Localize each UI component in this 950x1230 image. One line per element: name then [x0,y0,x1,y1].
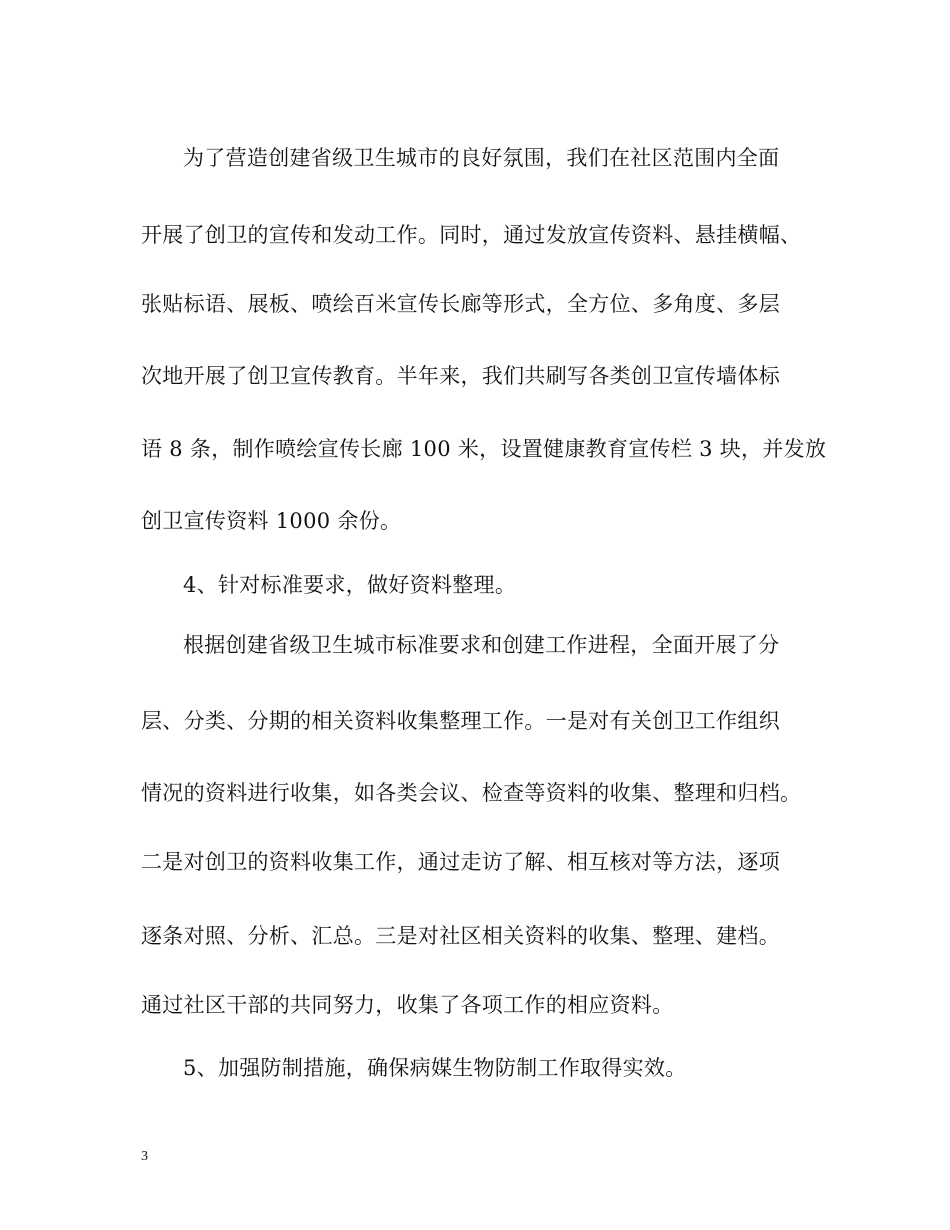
paragraph-line: 通过社区干部的共同努力，收集了各项工作的相应资料。 [141,993,674,1017]
paragraph-line: 开展了创卫的宣传和发动工作。同时，通过发放宣传资料、悬挂横幅、 [141,223,802,247]
paragraph-line: 次地开展了创卫宣传教育。半年来，我们共刷写各类创卫宣传墙体标 [141,364,780,388]
page-number: 3 [141,1149,148,1164]
section-heading: 4、针对标准要求，做好资料整理。 [183,573,517,597]
paragraph-line: 情况的资料进行收集，如各类会议、检查等资料的收集、整理和归档。 [141,781,802,805]
paragraph-line: 根据创建省级卫生城市标准要求和创建工作进程，全面开展了分 [183,633,780,657]
paragraph-line: 为了营造创建省级卫生城市的良好氛围，我们在社区范围内全面 [183,146,780,170]
section-heading: 5、加强防制措施，确保病媒生物防制工作取得实效。 [183,1056,687,1080]
paragraph-line: 创卫宣传资料 1000 余份。 [141,509,402,533]
paragraph-line: 二是对创卫的资料收集工作，通过走访了解、相互核对等方法，逐项 [141,850,780,874]
paragraph-line: 层、分类、分期的相关资料收集整理工作。一是对有关创卫工作组织 [141,709,780,733]
paragraph-line: 语 8 条，制作喷绘宣传长廊 100 米，设置健康教育宣传栏 3 块，并发放 [141,437,827,461]
paragraph-line: 张贴标语、展板、喷绘百米宣传长廊等形式，全方位、多角度、多层 [141,292,780,316]
paragraph-line: 逐条对照、分析、汇总。三是对社区相关资料的收集、整理、建档。 [141,924,780,948]
